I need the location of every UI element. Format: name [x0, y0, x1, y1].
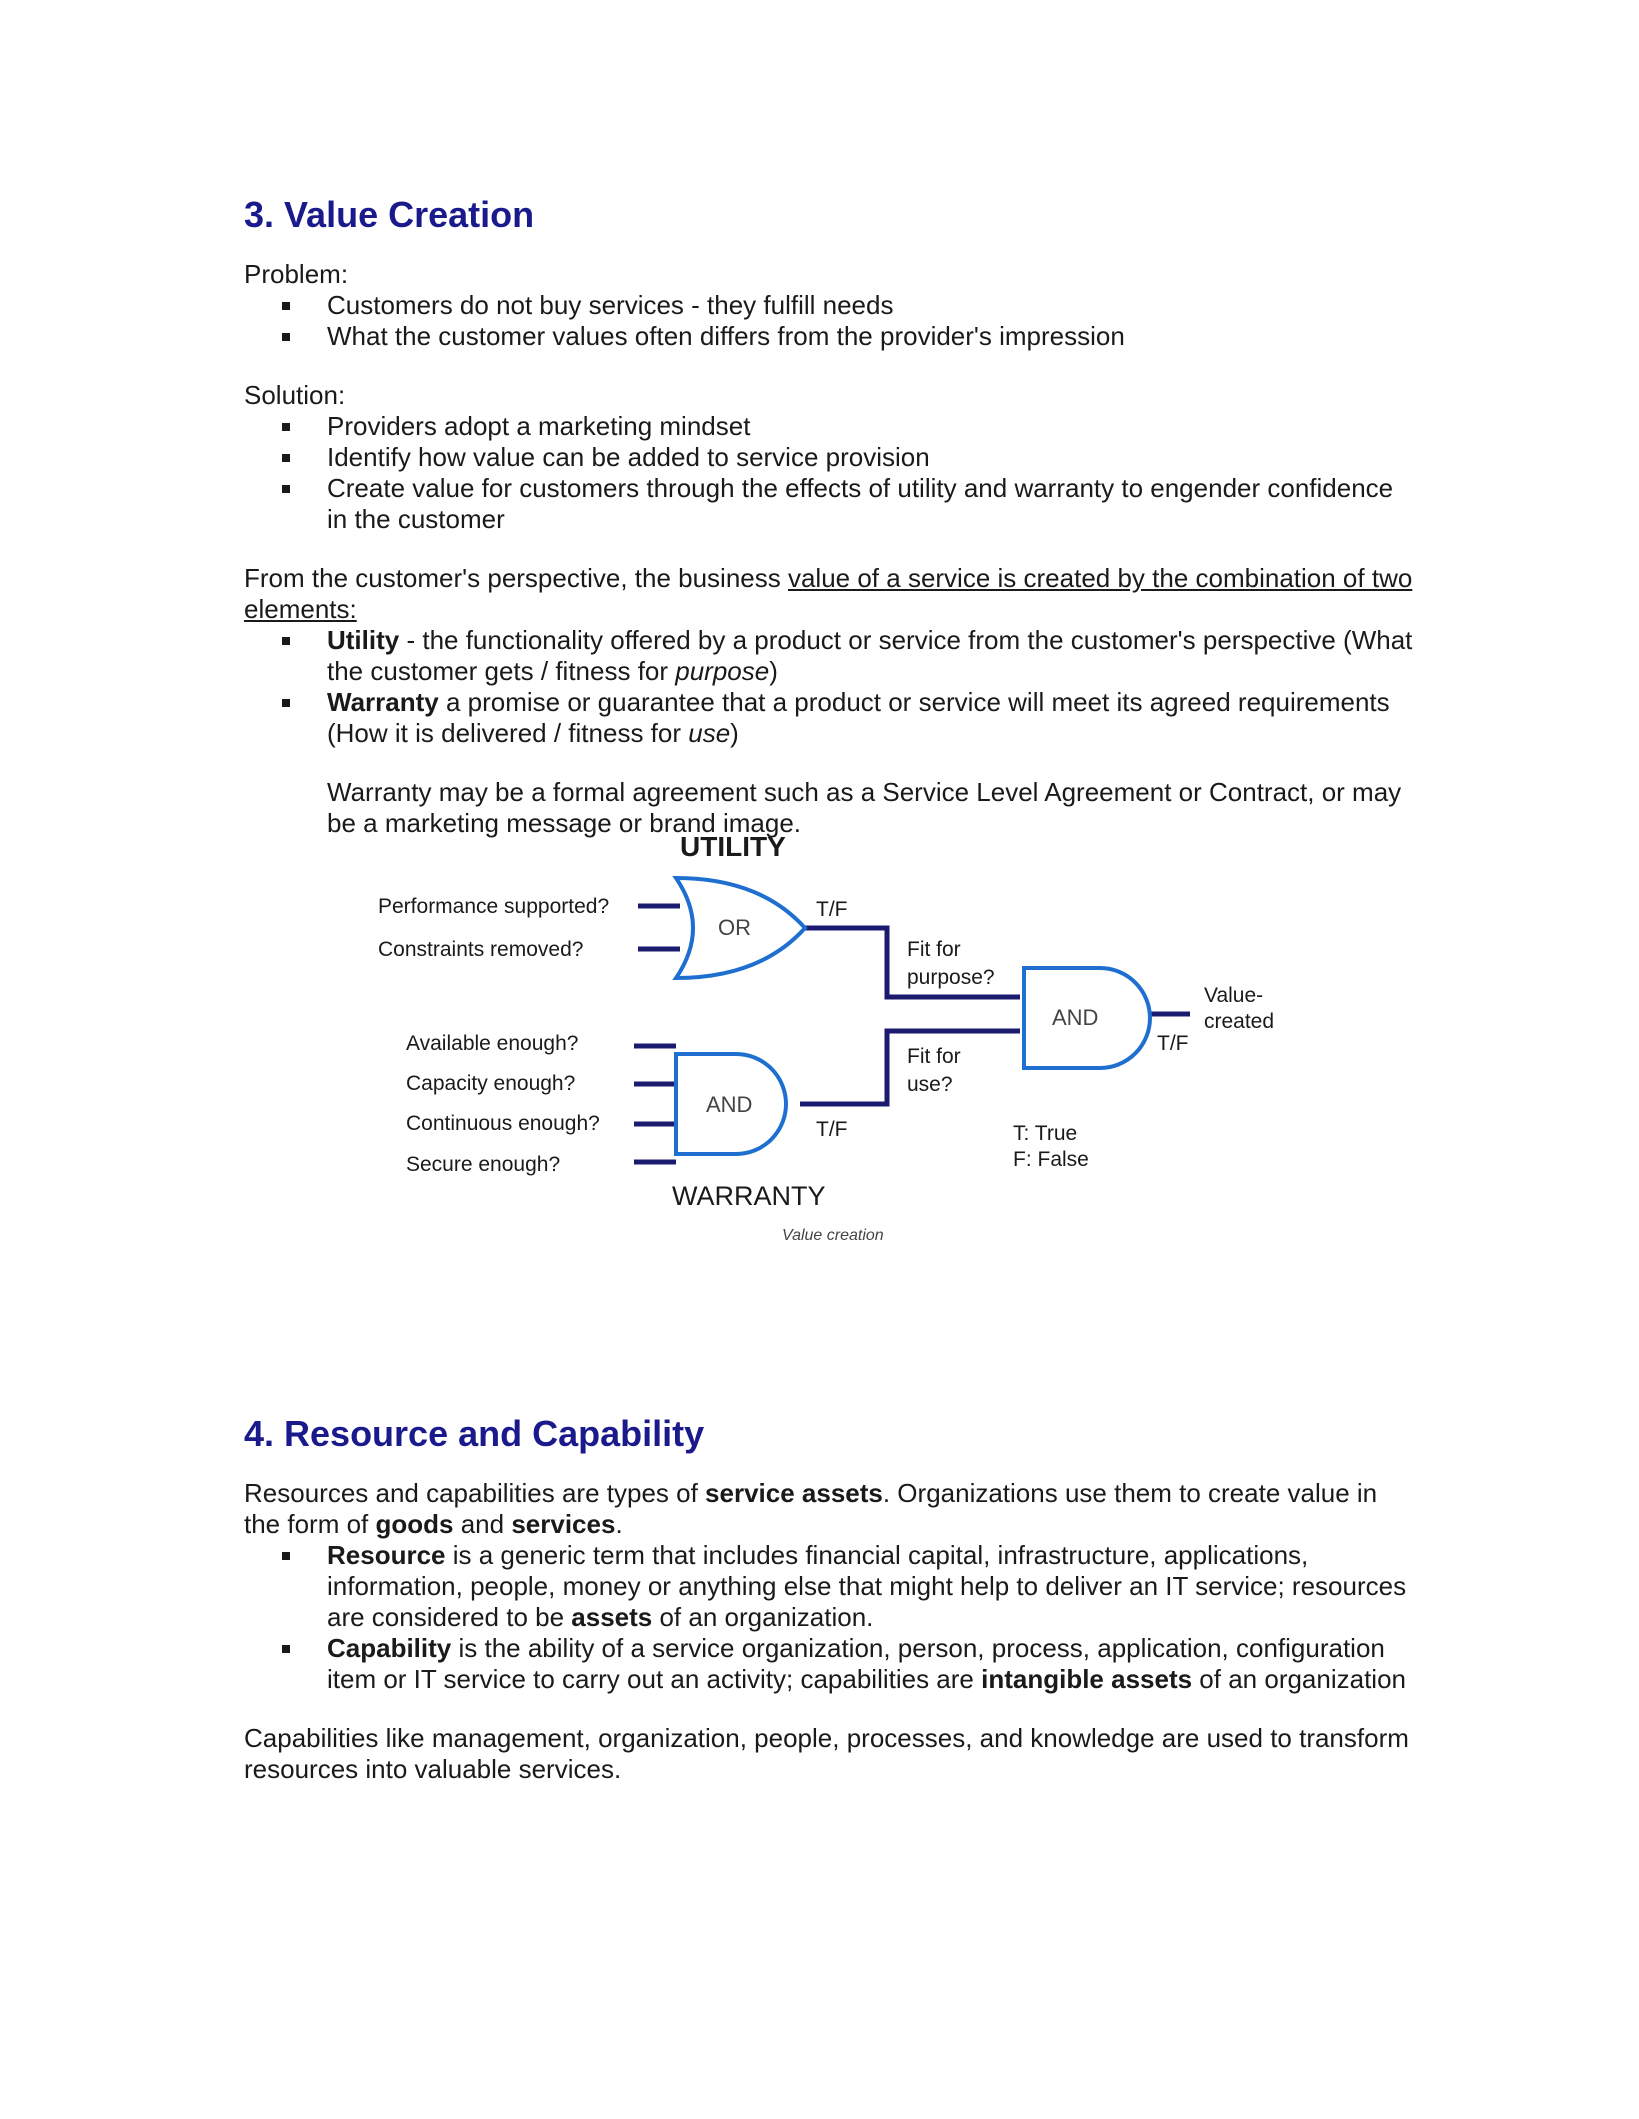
utility-term: Utility — [327, 625, 400, 655]
solution-label: Solution: — [244, 380, 346, 410]
warranty-term: Warranty — [327, 687, 439, 717]
resource-intro — [244, 1478, 1414, 1540]
intro-bold: service assets — [705, 1478, 883, 1508]
warranty-input-3: Continuous enough? — [406, 1112, 600, 1135]
fit-use-label: Fit for — [907, 1045, 961, 1068]
utility-input-2: Constraints removed? — [378, 938, 584, 961]
problem-list — [244, 290, 1414, 352]
warranty-close: ) — [730, 718, 739, 748]
list-item: Providers adopt a marketing mindset — [244, 411, 1414, 442]
tf-utility-label: T/F — [816, 898, 848, 921]
warranty-text: a promise or guarantee that a product or service will meet its agreed requirements (How it is delivered / fitness for — [327, 687, 1390, 748]
list-item: What the customer values often differs from the provider's impression — [244, 321, 1414, 352]
intro-bold: services — [511, 1509, 616, 1539]
capability-item — [244, 1633, 1414, 1695]
resource-term: Resource — [327, 1540, 446, 1570]
utility-italic: purpose — [675, 656, 770, 686]
resource-bold: assets — [571, 1602, 653, 1632]
value-intro — [244, 563, 1414, 625]
intro-text: . — [615, 1509, 623, 1539]
fit-use-label-2: use? — [907, 1073, 953, 1096]
intro-underlined: value of a service is created by the combination of two elements: — [244, 563, 1413, 624]
warranty-input-4: Secure enough? — [406, 1153, 561, 1176]
diagram-caption: Value creation — [782, 1227, 884, 1244]
resource-item — [244, 1540, 1414, 1633]
section-value-creation — [244, 193, 1414, 839]
intro-text: From the customer's perspective, the business — [244, 563, 788, 593]
closing-paragraph: Capabilities like management, organization, people, processes, and knowledge are used to transform resources into valuable services. — [244, 1723, 1409, 1784]
asset-list — [244, 1540, 1414, 1695]
tf-final-label: T/F — [1157, 1032, 1189, 1055]
value-created-label: Value- — [1204, 984, 1264, 1007]
legend-false: F: False — [1013, 1148, 1089, 1171]
utility-title: UTILITY — [680, 831, 786, 862]
warranty-input-1: Available enough? — [406, 1032, 579, 1055]
elements-list — [244, 625, 1414, 749]
or-label: OR — [718, 915, 751, 940]
problem-label: Problem: — [244, 259, 349, 289]
capability-end: of an organization — [1192, 1664, 1407, 1694]
utility-item — [244, 625, 1414, 687]
fit-purpose-label: Fit for — [907, 938, 961, 961]
warranty-item — [244, 687, 1414, 749]
solution-list — [244, 411, 1414, 535]
capability-bold: intangible assets — [981, 1664, 1193, 1694]
section-4-title: 4. Resource and Capability — [244, 1413, 705, 1454]
section-resource-capability — [244, 1412, 1414, 1785]
section-3-title: 3. Value Creation — [244, 194, 535, 235]
utility-close: ) — [769, 656, 778, 686]
and-label: AND — [706, 1092, 753, 1117]
resource-text: is a generic term that includes financial capital, infrastructure, applications, information, people, money or anything else that might help to deliver an IT service; resources are considered to be — [327, 1540, 1407, 1632]
value-created-label-2: created — [1204, 1010, 1275, 1033]
and-final-label: AND — [1052, 1005, 1099, 1030]
intro-text: Resources and capabilities are types of — [244, 1478, 706, 1508]
capability-text: is the ability of a service organization, person, process, application, configuration item or IT service to carry out an activity; capabilities are — [327, 1633, 1385, 1694]
legend-true: T: True — [1013, 1122, 1078, 1145]
list-item: Customers do not buy services - they fulfill needs — [244, 290, 1414, 321]
utility-input-1: Performance supported? — [378, 895, 610, 918]
intro-text: . Organizations use them to create value in the form of — [244, 1478, 1378, 1539]
intro-text: and — [453, 1509, 512, 1539]
list-item: Create value for customers through the effects of utility and warranty to engender confidence in the customer — [244, 473, 1414, 535]
value-creation-diagram — [360, 828, 1320, 1248]
warranty-input-2: Capacity enough? — [406, 1072, 576, 1095]
list-item: Identify how value can be added to service provision — [244, 442, 1414, 473]
fit-purpose-label-2: purpose? — [907, 966, 995, 989]
tf-warranty-label: T/F — [816, 1118, 848, 1141]
warranty-italic: use — [688, 718, 731, 748]
intro-bold: goods — [375, 1509, 454, 1539]
warranty-note: Warranty may be a formal agreement such as a Service Level Agreement or Contract, or may be a marketing message or brand image. — [327, 777, 1402, 838]
capability-term: Capability — [327, 1633, 452, 1663]
warranty-title: WARRANTY — [672, 1181, 826, 1211]
utility-text: - the functionality offered by a product or service from the customer's perspective (What the customer gets / fitness for — [327, 625, 1413, 686]
resource-end: of an organization. — [652, 1602, 874, 1632]
